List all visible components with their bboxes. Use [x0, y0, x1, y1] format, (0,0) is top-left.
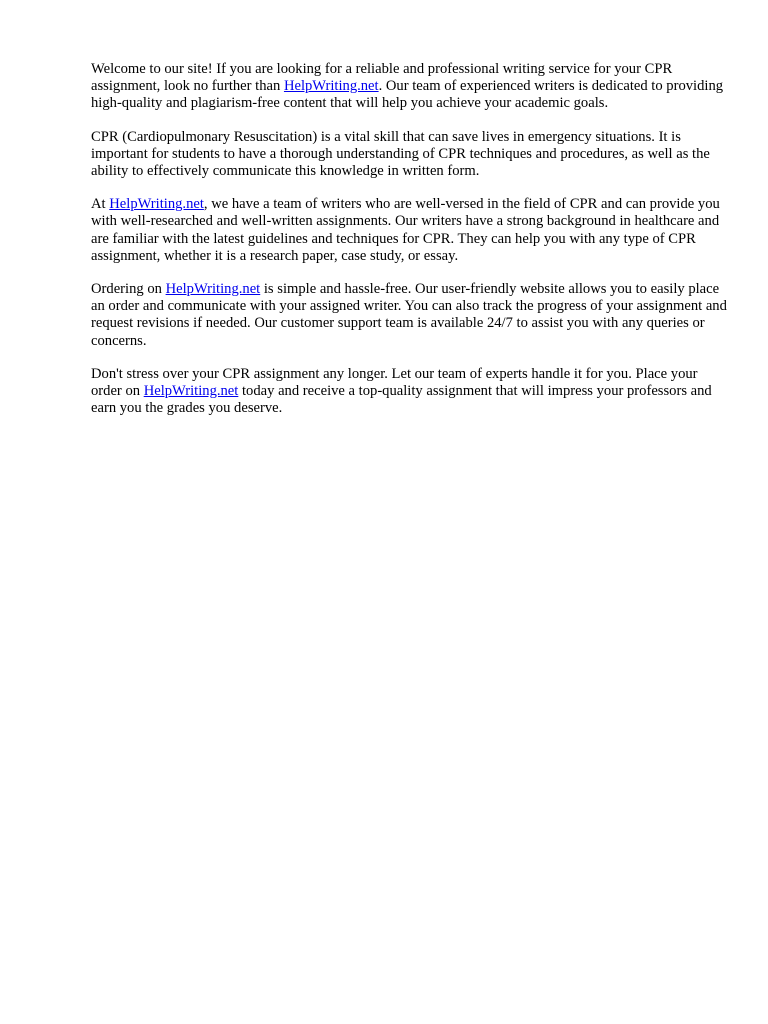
paragraph-ordering	[91, 281, 731, 350]
paragraph-text: is simple and hassle-free. Our user-friendly website allows you to easily place an order and communicate with your assigned writer. You can also track the progress of your assignment and request revisions if needed. Our customer support team is available 24/7 to assist you with any queries or concerns.	[91, 281, 727, 349]
paragraph-cpr-definition	[91, 129, 731, 181]
paragraph-closing	[91, 366, 731, 418]
helpwriting-link[interactable]: HelpWriting.net	[165, 281, 261, 298]
paragraph-writers	[91, 196, 731, 265]
paragraph-text: Welcome to our site! If you are looking for a reliable and professional writing service for your CPR assignment, look no further than	[91, 61, 673, 95]
document-body	[91, 61, 731, 433]
paragraph-text: At	[91, 196, 110, 213]
helpwriting-link[interactable]: HelpWriting.net	[109, 196, 204, 213]
paragraph-text: Don't stress over your CPR assignment any longer. Let our team of experts handle it for you. Place your order on	[91, 365, 698, 400]
paragraph-text: CPR (Cardiopulmonary Resuscitation) is a vital skill that can save lives in emergency situations. It is important for students to have a thorough understanding of CPR techniques and procedures, as well as the ability to effectively communicate this knowledge in written form.	[91, 128, 710, 180]
helpwriting-link[interactable]: HelpWriting.net	[143, 383, 239, 400]
paragraph-text: Ordering on	[91, 281, 166, 298]
helpwriting-link[interactable]: HelpWriting.net	[283, 78, 379, 95]
paragraph-text: , we have a team of writers who are well-versed in the field of CPR and can provide you with well-researched and well-written assignments. Our writers have a strong background in healthcare and are familiar with the latest guidelines and techniques for CPR. They can help you with any type of CPR assignment, whether it is a research paper, case study, or essay.	[91, 196, 720, 264]
paragraph-text: today and receive a top-quality assignment that will impress your professors and earn you the grades you deserve.	[91, 383, 712, 417]
paragraph-text: . Our team of experienced writers is dedicated to providing high-quality and plagiarism-free content that will help you achieve your academic goals.	[91, 78, 724, 112]
paragraph-intro	[91, 61, 731, 113]
